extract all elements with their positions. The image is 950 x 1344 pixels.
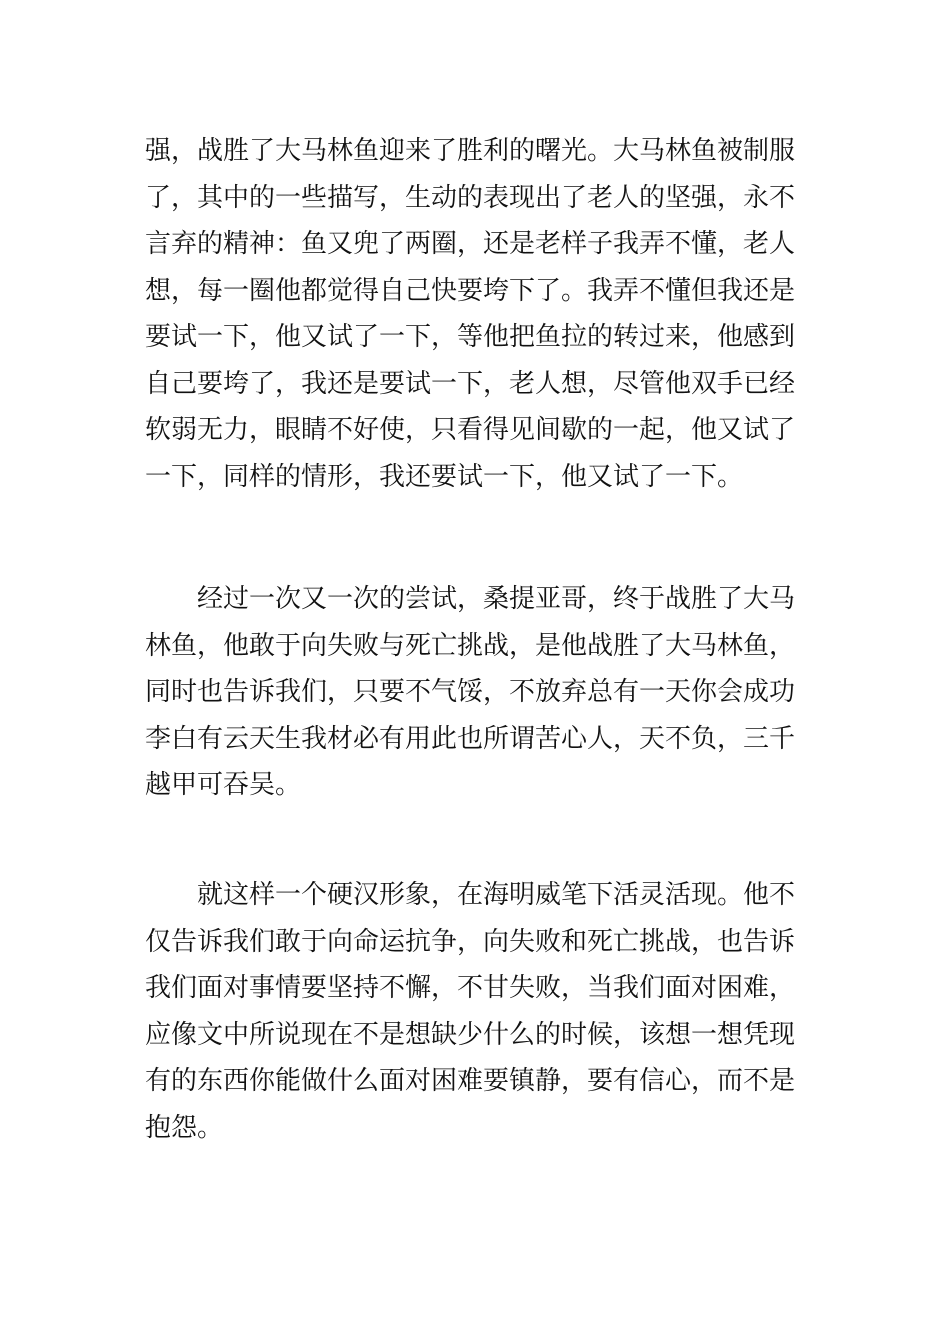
text-line: 同时也告诉我们，只要不气馁，不放弃总有一天你会成功 bbox=[145, 677, 796, 707]
text-line: 有的东西你能做什么面对困难要镇静，要有信心，而不是 bbox=[145, 1066, 796, 1096]
text-line: 应像文中所说现在不是想缺少什么的时候，该想一想凭现 bbox=[145, 1019, 796, 1050]
text-line: 李白有云天生我材必有用此也所谓苦心人，天不负，三千 bbox=[145, 723, 796, 754]
text-line: 就这样一个硬汉形象，在海明威笔下活灵活现。他不 bbox=[145, 880, 796, 910]
paragraph-1 bbox=[145, 128, 815, 500]
text-line: 强，战胜了大马林鱼迎来了胜利的曙光。大马林鱼被制服 bbox=[145, 136, 796, 166]
text-line: 自己要垮了，我还是要试一下，老人想，尽管他双手已经 bbox=[145, 368, 796, 399]
text-line: 经过一次又一次的尝试，桑提亚哥，终于战胜了大马 bbox=[145, 584, 796, 614]
text-line: 言弃的精神：鱼又兜了两圈，还是老样子我弄不懂，老人 bbox=[145, 229, 796, 259]
text-line: 软弱无力，眼睛不好使，只看得见间歇的一起，他又试了 bbox=[145, 415, 796, 445]
text-line: 越甲可吞吴。 bbox=[145, 770, 302, 800]
text-line: 仅告诉我们敢于向命运抗争，向失败和死亡挑战，也告诉 bbox=[145, 926, 796, 957]
text-line: 想，每一圈他都觉得自己快要垮下了。我弄不懂但我还是 bbox=[145, 275, 796, 306]
paragraph-2 bbox=[145, 576, 815, 809]
paragraph-3 bbox=[145, 872, 815, 1151]
text-line: 一下，同样的情形，我还要试一下，他又试了一下。 bbox=[145, 461, 744, 492]
text-line: 了，其中的一些描写，生动的表现出了老人的坚强，永不 bbox=[145, 182, 796, 213]
text-line: 林鱼，他敢于向失败与死亡挑战，是他战胜了大马林鱼， bbox=[145, 630, 796, 661]
text-line: 要试一下，他又试了一下，等他把鱼拉的转过来，他感到 bbox=[145, 322, 796, 352]
text-line: 我们面对事情要坚持不懈，不甘失败，当我们面对困难， bbox=[145, 973, 796, 1003]
text-line: 抱怨。 bbox=[145, 1112, 224, 1143]
